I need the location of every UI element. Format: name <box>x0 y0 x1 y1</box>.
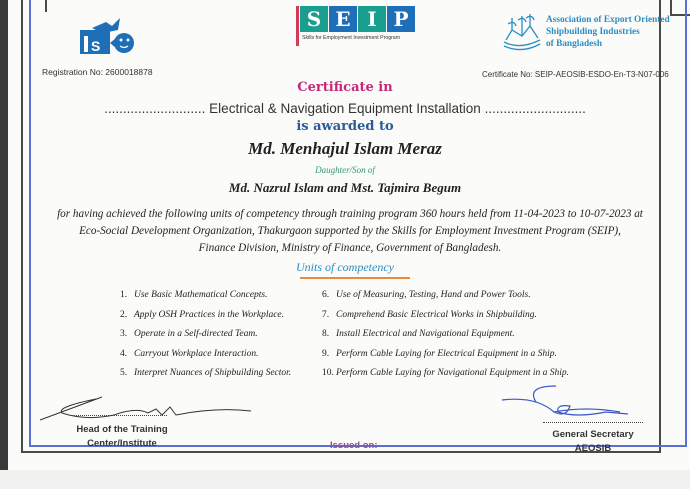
left-signature <box>36 385 256 425</box>
seip-accent-bar <box>296 6 299 46</box>
unit-number: 7. <box>322 309 330 320</box>
scan-bottom-strip <box>0 470 690 489</box>
seip-letter-p: P <box>387 6 415 32</box>
statement-line-1: for having achieved the following units of competency through training program 360 hours held from 11-04-2023 to 10-07-2023 at <box>57 208 643 220</box>
unit-number: 2. <box>120 309 128 320</box>
issued-on-label: Issued on: <box>330 440 378 451</box>
unit-text: Use of Measuring, Testing, Hand and Power Tools. <box>336 290 531 300</box>
unit-item <box>322 325 569 345</box>
unit-item <box>120 325 291 345</box>
left-signatory-line-1: Head of the Training <box>76 424 168 435</box>
unit-text: Apply OSH Practices in the Workplace. <box>134 309 285 320</box>
aeosib-line-2: Shipbuilding Industries <box>546 27 640 37</box>
right-signatory-line-2: AEOSIB <box>574 443 612 454</box>
unit-item <box>322 286 569 306</box>
unit-number: 1. <box>120 290 128 300</box>
svg-text:S: S <box>91 38 101 54</box>
aeosib-line-1: Association of Export Oriented <box>546 15 670 25</box>
unit-number: 6. <box>322 290 330 300</box>
scan-dark-edge <box>0 0 8 470</box>
relation-label: Daughter/Son of <box>315 165 375 175</box>
ship-icon <box>500 10 544 54</box>
seip-subtitle: Skills for Employment Investment Program <box>302 35 401 41</box>
unit-text: Carryout Workplace Interaction. <box>134 348 259 359</box>
right-signatory-title <box>538 428 648 456</box>
unit-item <box>322 364 569 384</box>
unit-number: 9. <box>322 348 330 359</box>
unit-item <box>120 345 291 365</box>
unit-item <box>322 306 569 326</box>
unit-item <box>120 286 291 306</box>
unit-text: Operate in a Self-directed Team. <box>134 329 258 339</box>
units-title-underline <box>300 277 410 279</box>
recipient-name: Md. Menhajul Islam Meraz <box>248 139 442 158</box>
program-name: ........................... Electrical & Navigation Equipment Installation ........................... <box>104 101 586 116</box>
right-signature-line <box>543 422 643 423</box>
unit-item <box>322 345 569 365</box>
seip-letter-s: S <box>300 6 328 32</box>
seip-letter-e: E <box>329 6 357 32</box>
unit-number: 5. <box>120 368 128 378</box>
statement-line-2: Eco-Social Development Organization, Thakurgaon supported by the Skills for Employment Investment Program (SEIP), <box>79 225 621 237</box>
left-signatory-title <box>62 423 182 451</box>
unit-text: Install Electrical and Navigational Equipment. <box>336 329 515 339</box>
right-signatory-line-1: General Secretary <box>552 429 634 440</box>
aeosib-name <box>546 14 670 50</box>
unit-number: 3. <box>120 329 128 339</box>
left-signature-line <box>72 415 167 416</box>
aeosib-logo <box>500 10 670 54</box>
units-title: Units of competency <box>296 260 394 274</box>
unit-text: Interpret Nuances of Shipbuilding Sector. <box>134 368 292 378</box>
unit-text: Perform Cable Laying for Electrical Equipment in a Ship. <box>336 348 557 359</box>
certificate-statement <box>40 206 660 257</box>
certificate-number: Certificate No: SEIP-AEOSIB-ESDO-En-T3-N07-006 <box>482 70 669 79</box>
certificate-heading: Certificate in <box>297 80 393 95</box>
unit-text: Perform Cable Laying for Navigational Equipment in a Ship. <box>336 368 570 378</box>
right-signature <box>496 382 656 427</box>
unit-number: 4. <box>120 348 128 359</box>
unit-text: Comprehend Basic Electrical Works in Shipbuilding. <box>336 309 537 320</box>
esdo-logo <box>78 16 138 56</box>
units-list-right <box>322 286 569 384</box>
unit-item <box>120 306 291 326</box>
units-list-left <box>120 286 291 384</box>
awarded-to-label: is awarded to <box>296 119 394 134</box>
registration-number: Registration No: 2600018878 <box>42 67 153 77</box>
parents-names: Md. Nazrul Islam and Mst. Tajmira Begum <box>228 180 462 195</box>
unit-item <box>120 364 291 384</box>
aeosib-line-3: of Bangladesh <box>546 39 603 49</box>
unit-text: Use Basic Mathematical Concepts. <box>134 290 268 300</box>
unit-number: 10. <box>322 368 334 378</box>
seip-letters <box>300 6 418 32</box>
statement-line-3: Finance Division, Ministry of Finance, Government of Bangladesh. <box>198 242 502 254</box>
unit-number: 8. <box>322 329 330 339</box>
left-signatory-line-2: Center/Institute <box>87 438 157 449</box>
seip-letter-i: I <box>358 6 386 32</box>
seip-logo <box>296 6 418 46</box>
